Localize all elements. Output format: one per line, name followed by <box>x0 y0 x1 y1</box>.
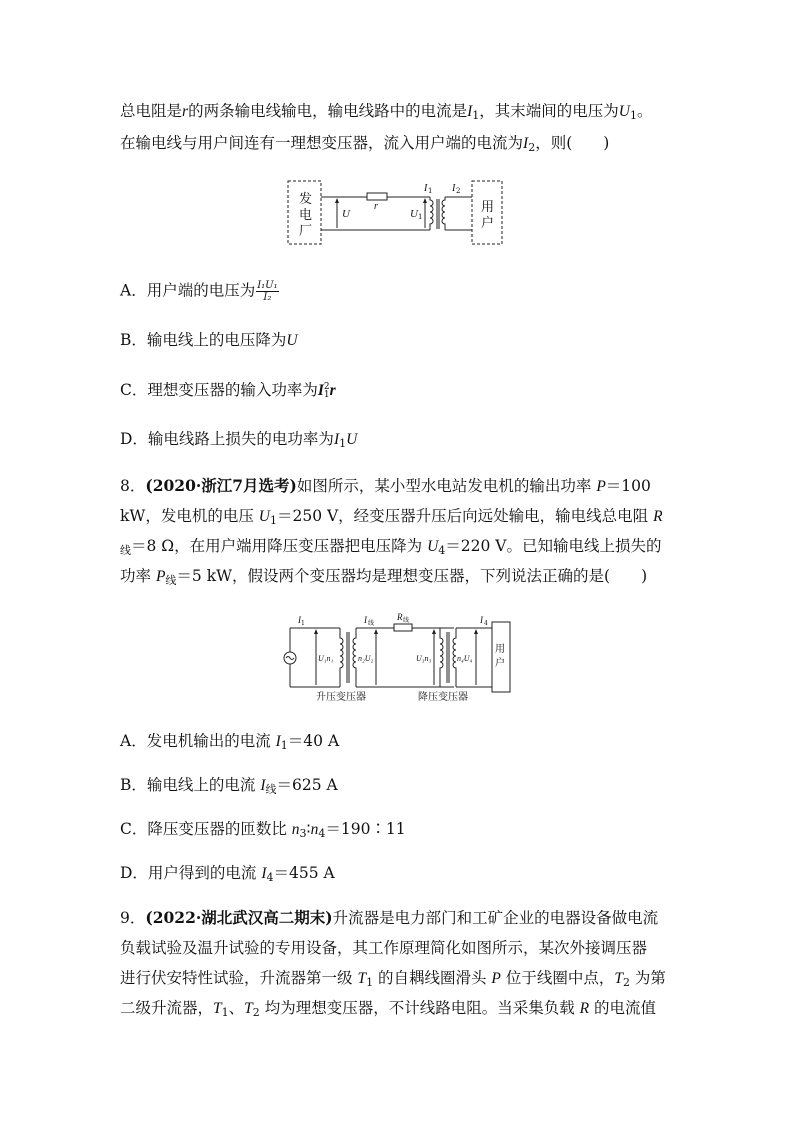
label-U1n1: U₁n₁ <box>318 654 334 663</box>
subscript: 1 <box>629 109 637 122</box>
figure-1-transmission-circuit <box>285 175 510 250</box>
power-plant-char-1: 发 <box>299 192 313 207</box>
superscript: 2 <box>323 382 330 392</box>
fraction-denominator: I₂ <box>263 292 272 303</box>
power-plant-char-3: 厂 <box>299 224 313 239</box>
text: ＝455 A <box>273 864 335 882</box>
subscript: 4 <box>318 827 326 840</box>
power-plant-char-2: 电 <box>299 208 313 223</box>
text: ，则( ) <box>535 134 610 152</box>
q7-option-d <box>120 429 357 454</box>
label-I4: I <box>480 615 483 625</box>
q9-line-1 <box>120 908 658 928</box>
step-up-primary-coil <box>340 628 343 687</box>
question-source: (2020·浙江7月选考) <box>145 476 297 495</box>
subscript: 4 <box>438 544 446 557</box>
option-text: D．用户得到的电流 <box>120 864 262 882</box>
text: 均为理想变压器，不计线路电阻。当采集负载 <box>259 999 580 1017</box>
subscript: 线 <box>120 544 131 557</box>
subscript: 线 <box>165 574 177 587</box>
subscript: 2 <box>622 976 630 989</box>
var-P: P <box>596 478 606 495</box>
subscript: 1 <box>269 514 277 527</box>
text: ，其末端间的电压为 <box>479 102 619 120</box>
step-up-secondary-coil <box>353 628 356 687</box>
label-I2: I <box>452 183 456 194</box>
text: ＝625 A <box>276 776 338 794</box>
text: ＝40 A <box>287 732 340 750</box>
subscript: 2 <box>528 141 536 154</box>
label-I2-sub: 2 <box>456 187 461 195</box>
var-I: I <box>260 777 266 794</box>
option-text: B．输电线上的电压降为 <box>120 331 287 349</box>
fraction-numerator: I₁U₁ <box>257 280 278 291</box>
var-R: R <box>579 1000 590 1017</box>
arrow-head <box>335 198 339 203</box>
user-char-2: 户 <box>481 216 495 231</box>
q8-line-2 <box>120 506 663 531</box>
var-I: I <box>333 431 340 448</box>
var-I: I <box>317 382 324 399</box>
option-text: B．输电线上的电流 <box>120 776 261 794</box>
subscript: 3 <box>299 827 307 840</box>
label-step-down: 降压变压器 <box>418 692 468 703</box>
subscript: 线 <box>265 783 277 796</box>
text: 总电阻是 <box>120 102 183 120</box>
q7-option-c <box>120 380 336 401</box>
text: 如图所示，某小型水电站发电机的输出功率 <box>296 477 597 495</box>
q8-option-b <box>120 775 338 800</box>
label-I4-sub: 4 <box>484 620 488 627</box>
text: 。 <box>636 102 653 120</box>
label-U1: U <box>410 208 418 220</box>
q8-line-1 <box>120 476 651 497</box>
text: 、 <box>228 999 245 1017</box>
text: 负载试验及温升试验的专用设备，其工作原理简化如图所示，某次外接调压器 <box>120 939 648 957</box>
subscript: 1 <box>472 109 480 122</box>
option-text: A．发电机输出的电流 <box>120 732 276 750</box>
text: 功率 <box>120 567 156 585</box>
option-text: C．降压变压器的匝数比 <box>120 820 292 838</box>
text: ＝100 <box>605 477 651 495</box>
step-down-primary-coil <box>440 628 443 687</box>
text: 的两条输电线输电，输电线路中的电流是 <box>188 102 468 120</box>
var-T: T <box>357 970 367 987</box>
option-text: C．理想变压器的输入功率为 <box>120 381 318 399</box>
label-I1-sub: 1 <box>301 620 305 627</box>
text: 在输电线与用户间连有一理想变压器，流入用户端的电流为 <box>120 134 524 152</box>
ac-wave <box>286 657 294 660</box>
var-U: U <box>618 103 630 120</box>
label-r: r <box>374 201 378 212</box>
label-U: U <box>342 208 350 220</box>
var-T: T <box>213 1000 222 1017</box>
text: ＝8 Ω，在用户端用降压变压器把电压降为 <box>131 537 428 555</box>
intro-line-1 <box>120 101 652 126</box>
arrow-head <box>314 629 318 634</box>
var-n: n <box>310 821 319 838</box>
user-char-2: 户 <box>495 658 505 669</box>
var-r: r <box>182 103 189 120</box>
text: 的自耦线圈滑头 <box>373 969 492 987</box>
question-number: 8． <box>120 477 146 495</box>
var-T: T <box>244 1000 253 1017</box>
label-R-sub: 线 <box>403 617 410 624</box>
var-I: I <box>467 103 473 120</box>
subscript: 1 <box>339 437 347 450</box>
user-char-1: 用 <box>495 644 505 655</box>
fraction <box>256 280 278 303</box>
label-I1-sub: 1 <box>428 187 433 195</box>
text: 为第 <box>629 969 666 987</box>
label-n4U4: n₄U₄ <box>457 654 473 663</box>
var-r: r <box>329 382 336 399</box>
label-I1: I <box>298 615 301 625</box>
text: 二级升流器， <box>120 999 214 1017</box>
intro-line-2 <box>120 133 609 158</box>
q7-option-b <box>120 330 298 351</box>
question-number: 9． <box>120 909 146 927</box>
label-step-up: 升压变压器 <box>316 692 366 703</box>
var-P: P <box>155 568 166 585</box>
option-text: A．用户端的电压为 <box>120 281 256 300</box>
label-I1: I <box>424 183 428 194</box>
q9-line-2 <box>120 938 647 958</box>
text: 升流器是电力部门和工矿企业的电器设备做电流 <box>332 909 659 927</box>
question-source: (2022·湖北武汉高二期末) <box>145 908 333 927</box>
q8-line-4 <box>120 566 647 591</box>
q7-option-a <box>120 280 279 303</box>
q8-option-a <box>120 731 339 756</box>
var-P: P <box>491 970 501 987</box>
text: ＝250 V，经变压器升压后向远处输电，输电线总电阻 <box>276 507 654 525</box>
arrow-head <box>432 629 436 634</box>
q9-line-3 <box>120 968 666 993</box>
q8-line-3 <box>120 536 662 561</box>
var-I: I <box>523 135 529 152</box>
subscript: 1 <box>280 739 288 752</box>
q8-option-c <box>120 819 406 844</box>
text: 进行伏安特性试验，升流器第一级 <box>120 969 358 987</box>
arrow-head <box>474 629 478 634</box>
text: ＝5 kW，假设两个变压器均是理想变压器，下列说法正确的是( ) <box>176 567 648 585</box>
primary-coil <box>430 197 433 230</box>
user-box <box>492 622 510 692</box>
text: 位于线圈中点， <box>500 969 615 987</box>
figure-2-transformer-circuit <box>282 610 514 705</box>
text: ＝190∶11 <box>325 820 406 838</box>
text: ＝220 V。已知输电线上损失的 <box>445 537 662 555</box>
var-I: I <box>261 865 267 882</box>
subscript: 1 <box>366 976 374 989</box>
label-Iline: I <box>364 615 367 625</box>
var-U: U <box>346 431 358 448</box>
text: ∶ <box>306 820 311 838</box>
secondary-coil <box>442 197 445 230</box>
var-U: U <box>286 332 298 349</box>
var-T: T <box>614 970 623 987</box>
label-U1-sub: 1 <box>418 213 423 221</box>
subscript: 1 <box>323 390 330 400</box>
var-U: U <box>258 508 270 525</box>
var-I: I <box>275 733 281 750</box>
resistor-r <box>367 193 387 200</box>
arrow-head <box>374 629 378 634</box>
var-n: n <box>291 821 300 838</box>
arrow-head <box>423 198 427 203</box>
subscript: 1 <box>221 1006 229 1019</box>
label-n2U2: n₂U₂ <box>358 654 374 663</box>
subscript: 2 <box>252 1006 260 1019</box>
var-R: R <box>653 508 663 525</box>
user-char-1: 用 <box>481 200 495 215</box>
option-text: D．输电线路上损失的电功率为 <box>120 430 334 448</box>
label-U3n3: U₃n₃ <box>416 654 432 663</box>
resistor-R <box>394 624 412 631</box>
label-R: R <box>397 612 403 622</box>
step-down-secondary-coil <box>453 628 456 687</box>
text: kW，发电机的电压 <box>120 507 259 525</box>
label-Iline-sub: 线 <box>368 620 375 627</box>
subscript: 4 <box>266 871 274 884</box>
var-U: U <box>427 538 439 555</box>
q9-line-4 <box>120 998 656 1023</box>
text: 的电流值 <box>589 999 657 1017</box>
q8-option-d <box>120 863 335 888</box>
